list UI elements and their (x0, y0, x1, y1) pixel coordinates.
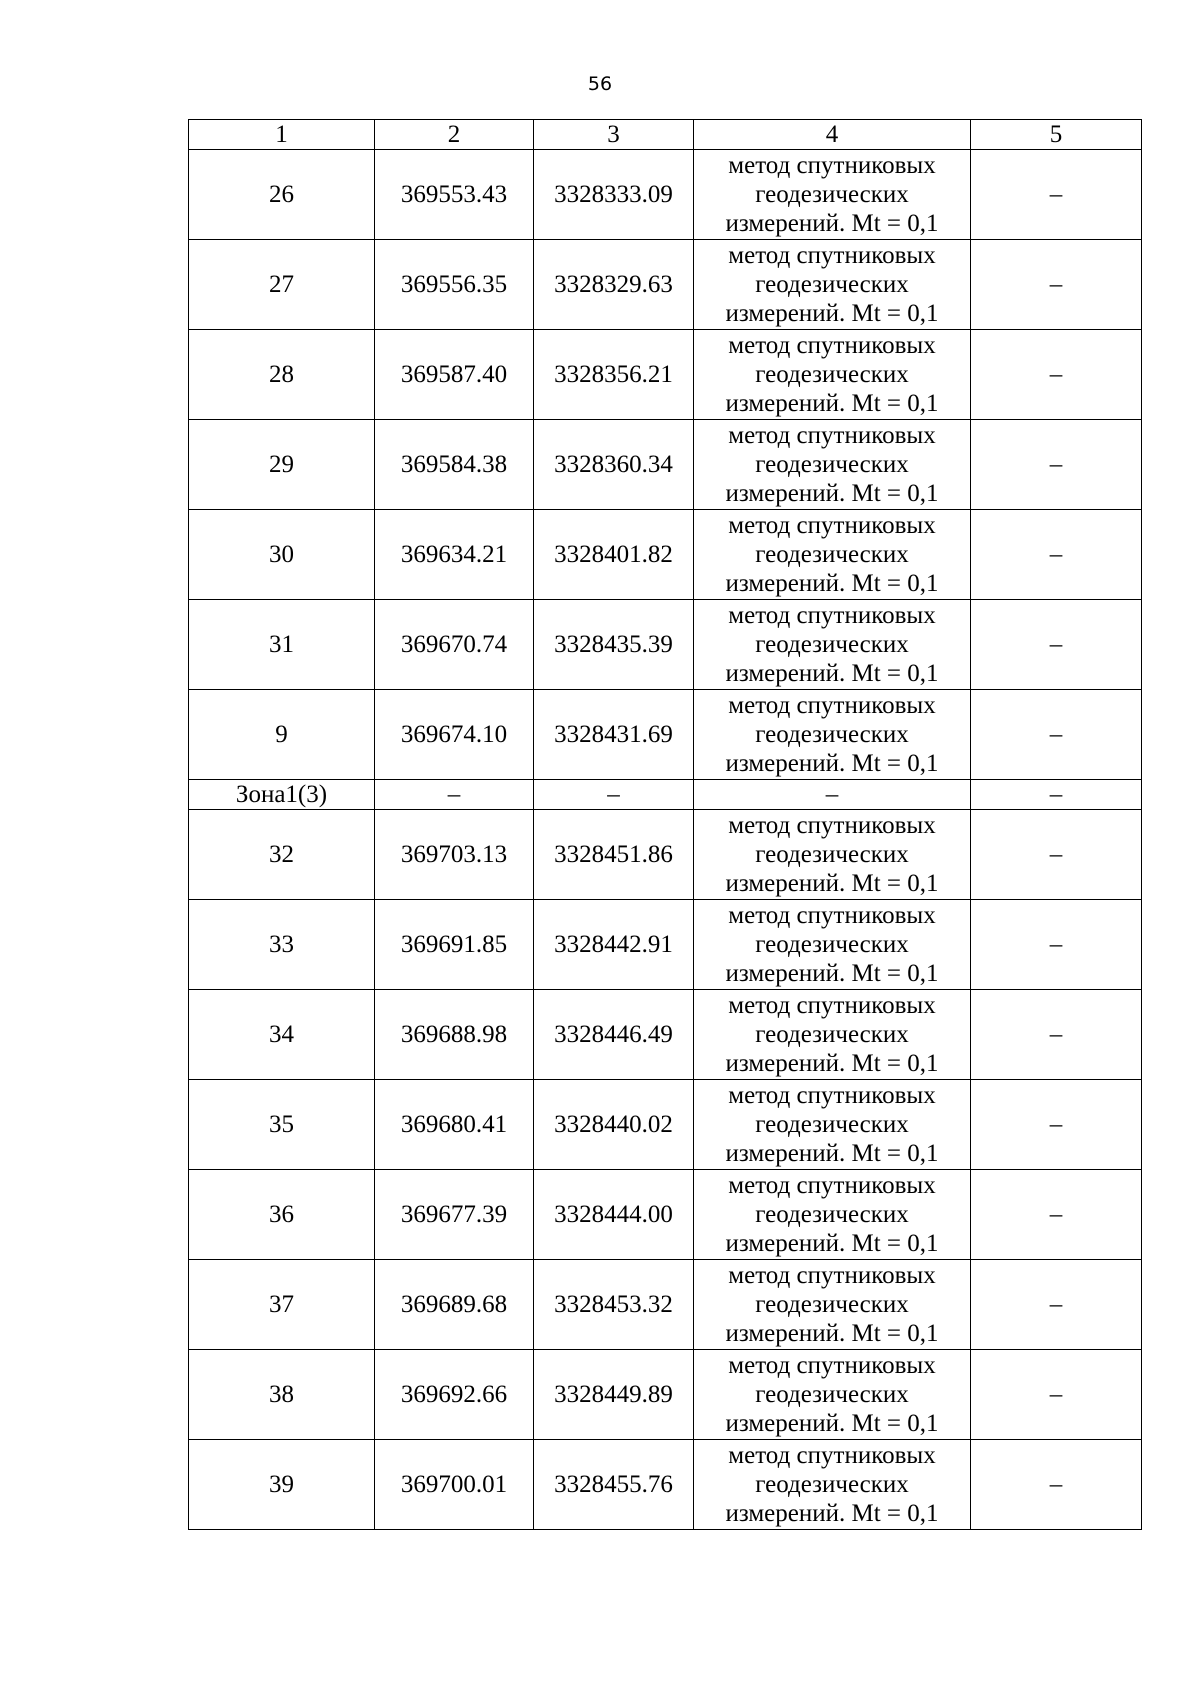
method-text-line: измерений. Mt = 0,1 (725, 1410, 939, 1437)
method-text-line: метод спутниковых (728, 152, 936, 179)
method-text-line: геодезических (755, 1471, 909, 1498)
method-cell (694, 1080, 971, 1170)
point-number-cell: Зона1(3) (189, 780, 375, 810)
y-coordinate-cell: 3328401.82 (534, 510, 694, 600)
method-text-line: метод спутниковых (728, 1442, 936, 1469)
y-coordinate-cell: 3328451.86 (534, 810, 694, 900)
method-text-line: измерений. Mt = 0,1 (725, 1230, 939, 1257)
note-cell: – (971, 510, 1142, 600)
x-coordinate-cell: 369587.40 (375, 330, 534, 420)
table-row (189, 1440, 1142, 1530)
table-row (189, 420, 1142, 510)
y-coordinate-cell: 3328455.76 (534, 1440, 694, 1530)
method-cell (694, 1350, 971, 1440)
x-coordinate-cell: 369556.35 (375, 240, 534, 330)
x-coordinate-cell: 369691.85 (375, 900, 534, 990)
table-row (189, 510, 1142, 600)
y-coordinate-cell: – (534, 780, 694, 810)
method-text-line: измерений. Mt = 0,1 (725, 1050, 939, 1077)
method-text-line: геодезических (755, 451, 909, 478)
table-row (189, 1350, 1142, 1440)
method-cell (694, 510, 971, 600)
note-cell: – (971, 1440, 1142, 1530)
column-header: 5 (971, 120, 1142, 150)
point-number-cell: 38 (189, 1350, 375, 1440)
column-header: 4 (694, 120, 971, 150)
coordinates-table (188, 119, 1142, 1530)
point-number-cell: 30 (189, 510, 375, 600)
table-row (189, 330, 1142, 420)
x-coordinate-cell: 369688.98 (375, 990, 534, 1080)
y-coordinate-cell: 3328446.49 (534, 990, 694, 1080)
method-cell (694, 330, 971, 420)
note-cell: – (971, 240, 1142, 330)
method-text-line: измерений. Mt = 0,1 (725, 570, 939, 597)
column-header: 3 (534, 120, 694, 150)
note-cell: – (971, 900, 1142, 990)
x-coordinate-cell: 369674.10 (375, 690, 534, 780)
method-text-line: геодезических (755, 1111, 909, 1138)
method-text-line: геодезических (755, 1291, 909, 1318)
method-text-line: измерений. Mt = 0,1 (725, 210, 939, 237)
method-text-line: измерений. Mt = 0,1 (725, 660, 939, 687)
point-number-cell: 27 (189, 240, 375, 330)
point-number-cell: 29 (189, 420, 375, 510)
method-cell (694, 1170, 971, 1260)
method-text-line: измерений. Mt = 0,1 (725, 1500, 939, 1527)
method-text-line: измерений. Mt = 0,1 (725, 390, 939, 417)
method-text-line: геодезических (755, 181, 909, 208)
table-row (189, 600, 1142, 690)
y-coordinate-cell: 3328356.21 (534, 330, 694, 420)
page-number: 56 (587, 73, 613, 95)
x-coordinate-cell: 369677.39 (375, 1170, 534, 1260)
method-text-line: метод спутниковых (728, 1262, 936, 1289)
method-cell (694, 150, 971, 240)
method-text-line: метод спутниковых (728, 422, 936, 449)
method-text-line: геодезических (755, 541, 909, 568)
column-header: 2 (375, 120, 534, 150)
method-text-line: измерений. Mt = 0,1 (725, 750, 939, 777)
method-text-line: метод спутниковых (728, 1352, 936, 1379)
method-text-line: измерений. Mt = 0,1 (725, 870, 939, 897)
note-cell: – (971, 810, 1142, 900)
method-text-line: геодезических (755, 931, 909, 958)
table-row (189, 690, 1142, 780)
table-row (189, 810, 1142, 900)
point-number-cell: 36 (189, 1170, 375, 1260)
note-cell: – (971, 1170, 1142, 1260)
y-coordinate-cell: 3328360.34 (534, 420, 694, 510)
y-coordinate-cell: 3328440.02 (534, 1080, 694, 1170)
note-cell: – (971, 1350, 1142, 1440)
method-text-line: геодезических (755, 841, 909, 868)
method-text-line: геодезических (755, 1021, 909, 1048)
note-cell: – (971, 780, 1142, 810)
table-row (189, 240, 1142, 330)
method-text-line: измерений. Mt = 0,1 (725, 300, 939, 327)
method-cell (694, 1260, 971, 1350)
column-header: 1 (189, 120, 375, 150)
y-coordinate-cell: 3328444.00 (534, 1170, 694, 1260)
x-coordinate-cell: 369634.21 (375, 510, 534, 600)
table-header-row (189, 120, 1142, 150)
point-number-cell: 9 (189, 690, 375, 780)
y-coordinate-cell: 3328435.39 (534, 600, 694, 690)
method-cell (694, 1440, 971, 1530)
method-text-line: измерений. Mt = 0,1 (725, 1320, 939, 1347)
method-cell (694, 600, 971, 690)
method-text-line: геодезических (755, 721, 909, 748)
method-cell (694, 810, 971, 900)
method-text-line: метод спутниковых (728, 242, 936, 269)
method-text-line: геодезических (755, 271, 909, 298)
note-cell: – (971, 690, 1142, 780)
x-coordinate-cell: 369584.38 (375, 420, 534, 510)
zone-row (189, 780, 1142, 810)
x-coordinate-cell: 369670.74 (375, 600, 534, 690)
y-coordinate-cell: 3328333.09 (534, 150, 694, 240)
method-cell (694, 900, 971, 990)
point-number-cell: 35 (189, 1080, 375, 1170)
x-coordinate-cell: 369680.41 (375, 1080, 534, 1170)
table-row (189, 990, 1142, 1080)
method-text-line: измерений. Mt = 0,1 (725, 1140, 939, 1167)
y-coordinate-cell: 3328329.63 (534, 240, 694, 330)
method-cell (694, 240, 971, 330)
method-text-line: геодезических (755, 631, 909, 658)
method-text-line: метод спутниковых (728, 902, 936, 929)
table-row (189, 1170, 1142, 1260)
point-number-cell: 39 (189, 1440, 375, 1530)
x-coordinate-cell: 369700.01 (375, 1440, 534, 1530)
point-number-cell: 28 (189, 330, 375, 420)
y-coordinate-cell: 3328431.69 (534, 690, 694, 780)
note-cell: – (971, 600, 1142, 690)
note-cell: – (971, 150, 1142, 240)
x-coordinate-cell: 369703.13 (375, 810, 534, 900)
table-row (189, 1080, 1142, 1170)
x-coordinate-cell: – (375, 780, 534, 810)
point-number-cell: 37 (189, 1260, 375, 1350)
method-text-line: метод спутниковых (728, 602, 936, 629)
point-number-cell: 26 (189, 150, 375, 240)
point-number-cell: 33 (189, 900, 375, 990)
method-cell (694, 990, 971, 1080)
table-row (189, 900, 1142, 990)
x-coordinate-cell: 369692.66 (375, 1350, 534, 1440)
point-number-cell: 34 (189, 990, 375, 1080)
method-cell (694, 420, 971, 510)
method-text-line: метод спутниковых (728, 692, 936, 719)
method-text-line: – (825, 781, 839, 808)
method-text-line: геодезических (755, 1201, 909, 1228)
table-body (189, 120, 1142, 1530)
method-text-line: метод спутниковых (728, 512, 936, 539)
y-coordinate-cell: 3328442.91 (534, 900, 694, 990)
x-coordinate-cell: 369689.68 (375, 1260, 534, 1350)
method-text-line: метод спутниковых (728, 1172, 936, 1199)
method-text-line: геодезических (755, 361, 909, 388)
y-coordinate-cell: 3328453.32 (534, 1260, 694, 1350)
note-cell: – (971, 420, 1142, 510)
method-text-line: метод спутниковых (728, 812, 936, 839)
point-number-cell: 31 (189, 600, 375, 690)
method-text-line: измерений. Mt = 0,1 (725, 960, 939, 987)
note-cell: – (971, 990, 1142, 1080)
method-text-line: геодезических (755, 1381, 909, 1408)
table-row (189, 1260, 1142, 1350)
method-text-line: метод спутниковых (728, 992, 936, 1019)
note-cell: – (971, 1260, 1142, 1350)
x-coordinate-cell: 369553.43 (375, 150, 534, 240)
point-number-cell: 32 (189, 810, 375, 900)
method-cell (694, 780, 971, 810)
note-cell: – (971, 1080, 1142, 1170)
method-text-line: измерений. Mt = 0,1 (725, 480, 939, 507)
method-cell (694, 690, 971, 780)
table-row (189, 150, 1142, 240)
method-text-line: метод спутниковых (728, 1082, 936, 1109)
y-coordinate-cell: 3328449.89 (534, 1350, 694, 1440)
note-cell: – (971, 330, 1142, 420)
method-text-line: метод спутниковых (728, 332, 936, 359)
